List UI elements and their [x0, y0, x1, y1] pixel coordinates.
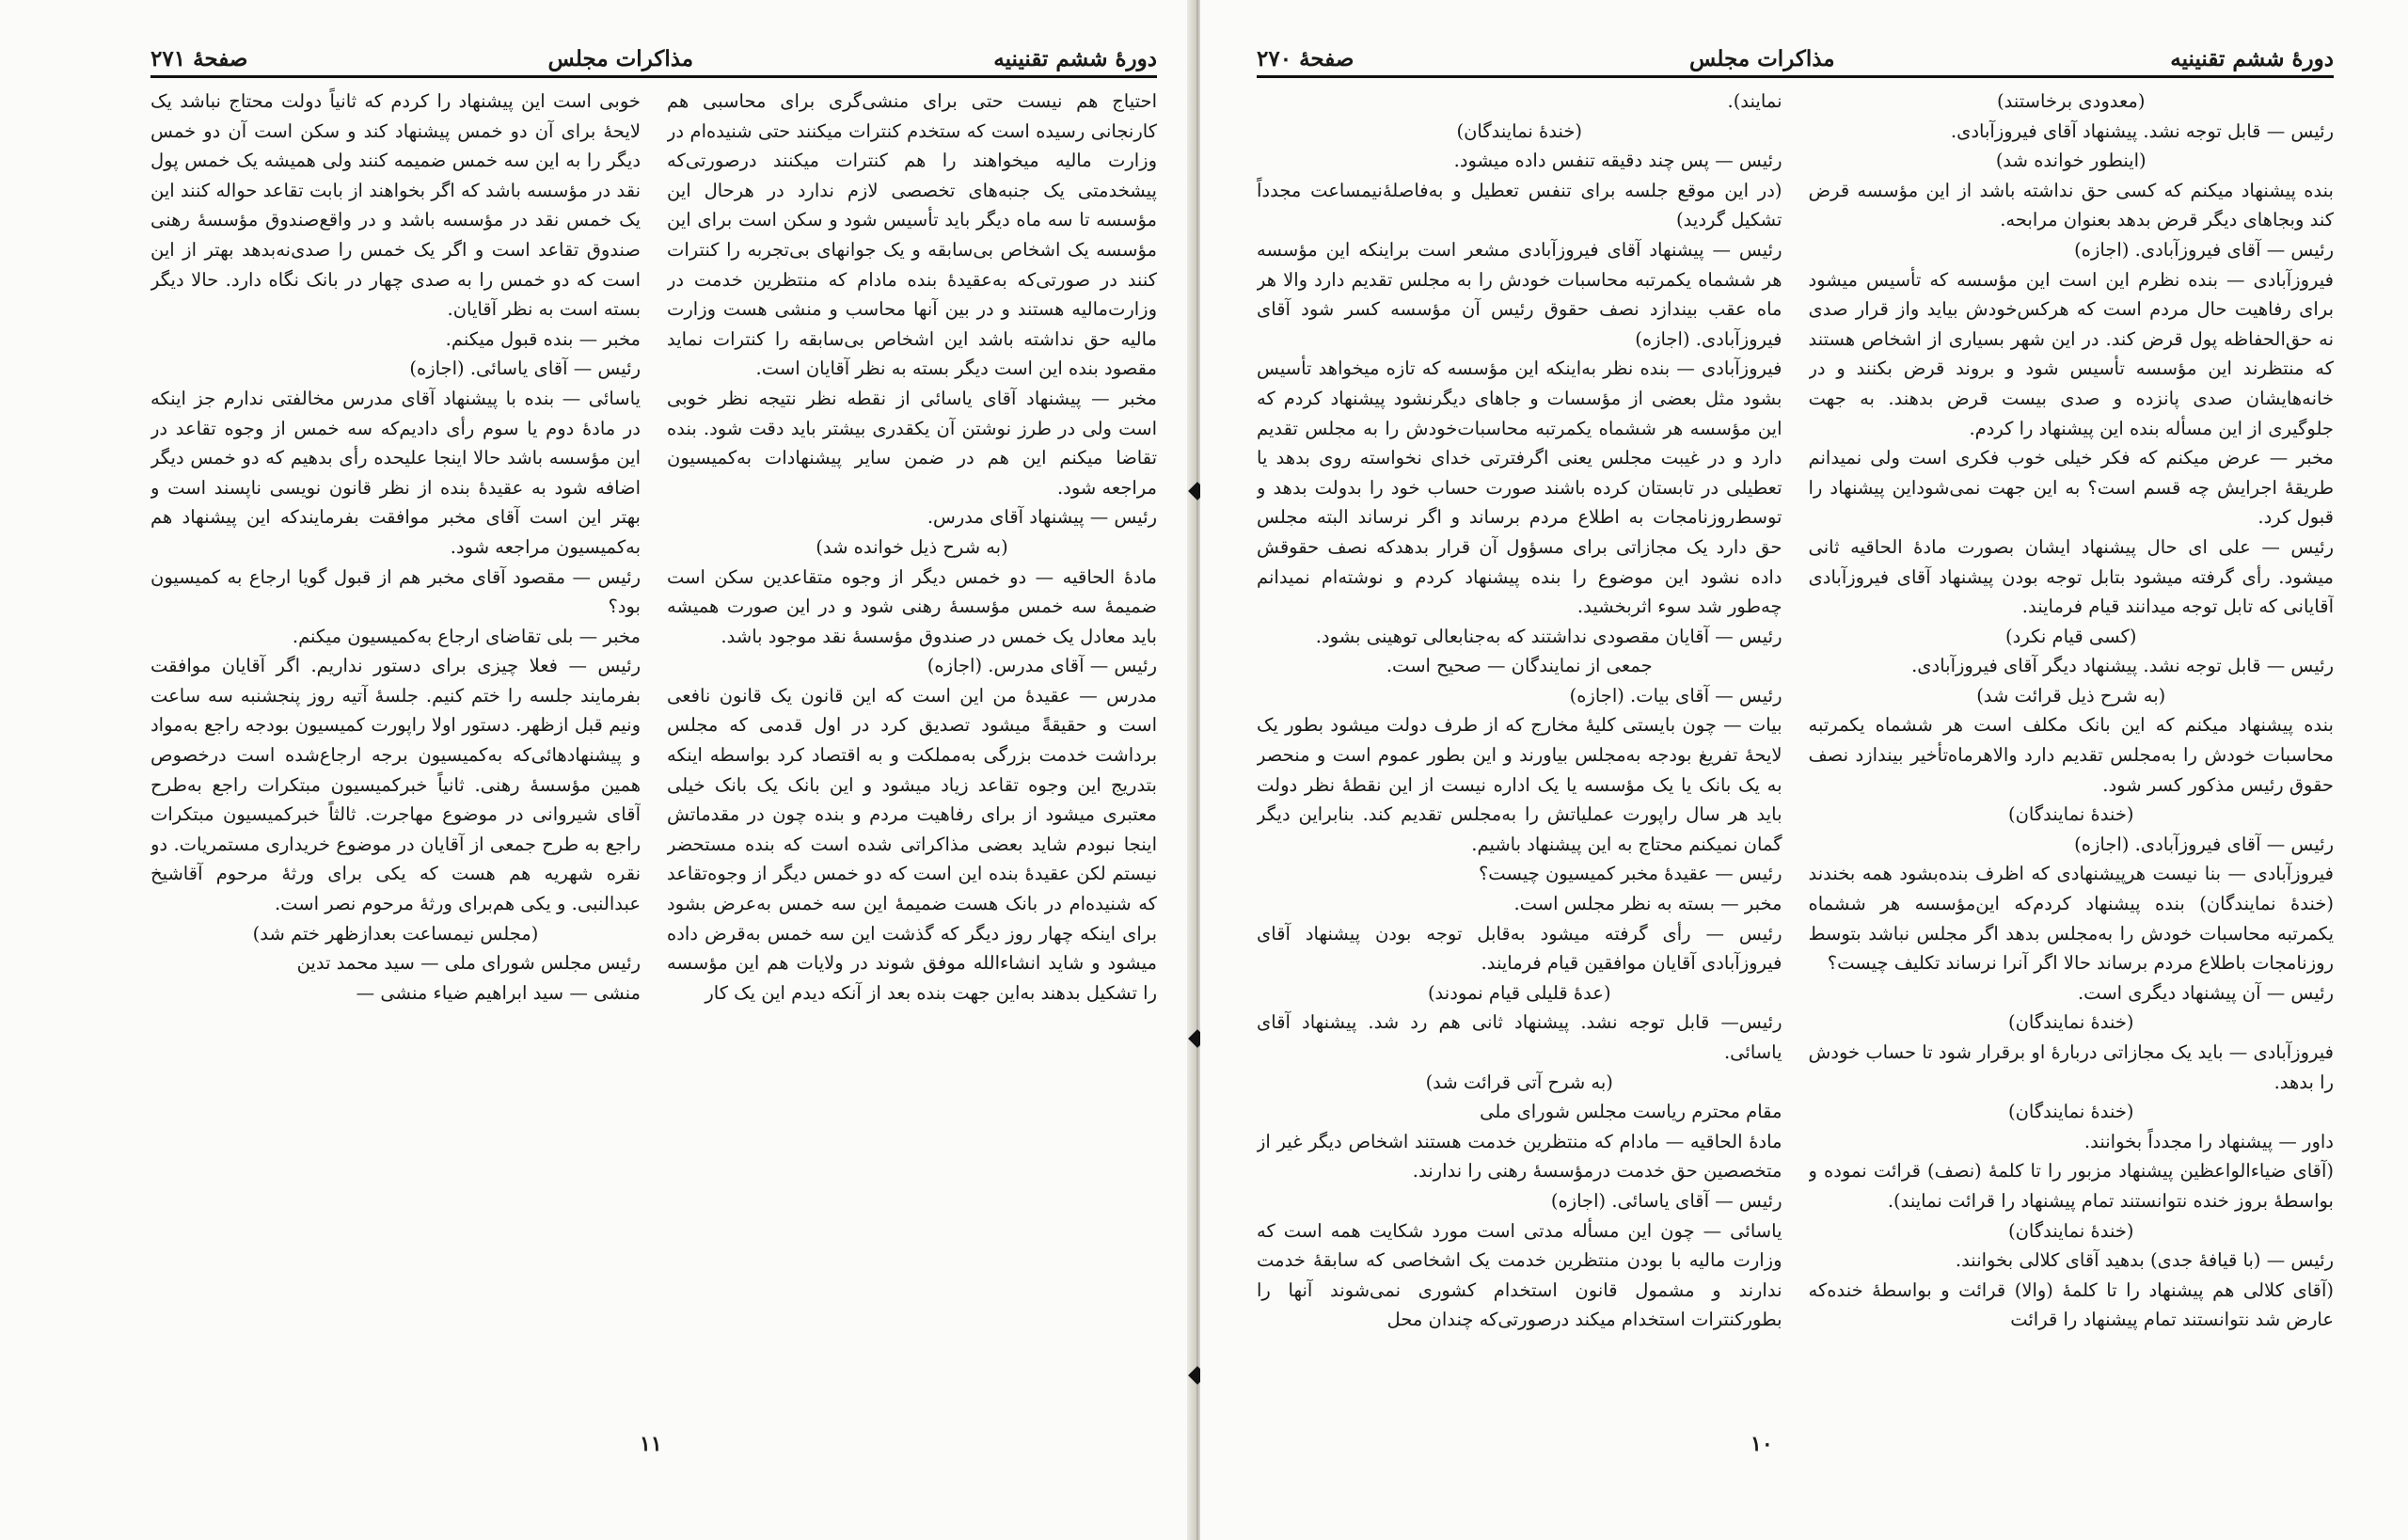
paragraph: رئیس — (با قیافهٔ جدی) بدهید آقای کلالی بخوانند. [1955, 1249, 2334, 1272]
right-header-page-label: صفحهٔ ۲۷۰ [1257, 46, 1354, 71]
paragraph: نمایند). [1727, 90, 1782, 112]
paragraph: (به شرح ذیل خوانده شد) [816, 535, 1008, 558]
signature-line: منشی — سید ابراهیم ضیاء منشی — [356, 981, 641, 1004]
paragraph: رئیس — آقای مدرس. (اجازه) [927, 655, 1157, 677]
right-page-col-left [1257, 87, 1782, 1422]
paragraph: (به شرح آتی قرائت شد) [1425, 1071, 1613, 1093]
paragraph: فیروزآبادی — بنا نیست هرپیشنهادی که اظرف بنده‌بشود همه بخندند (خندهٔ نمایندگان) بنده پیشنهاد کردم‌که این‌مؤسسه هر ششماه یکمرتبه محاسبات خودش را به‌مجلس بدهد اگر مجلس نباشد بتوسط روزنامجات باطلاع مردم برساند حالا اگر آنرا نرساند تکلیف چیست؟ [1808, 863, 2334, 975]
paragraph: فیروزآبادی — بنده نظر به‌اینکه این مؤسسه که تازه میخواهد تأسیس بشود مثل بعضی از مؤسسات و جاهای دیگرنشود پیشنهاد کردم که این مؤسسه هر ششماه یکمرتبه محاسبات‌خودش را به مجلس تقدیم دارد و در غیبت مجلس یعنی اگرفترتی خدای نخواسته روی بدهد یا تعطیلی در تابستان کرده باشند صورت حساب خود را بدولت بدهد و توسط‌روزنامجات به اطلاع مردم برساند و اگر نرساند البته مجلس حق دارد یک مجازاتی برای مسؤول آن قرار بدهدکه نصف حقوقش داده نشود این موضوع را بنده پیشنهاد کردم و نوشته‌ام نمیدانم چه‌طور شد سوء اثربخشید. [1257, 357, 1782, 618]
paragraph: رئیس — پس چند دقیقه تنفس داده میشود. [1453, 150, 1782, 172]
paragraph: (خندهٔ نمایندگان) [2007, 1101, 2134, 1123]
right-header-title: دورهٔ ششم تقنینیه [2170, 46, 2334, 71]
paragraph: بنده پیشنهاد میکنم که این بانک مکلف است هر ششماه یکمرتبه محاسبات خودش را به‌مجلس تقدیم دارد والاهرماه‌تأخیر بیندازد نصف حقوق رئیس مذکور کسر شود. [1808, 714, 2334, 796]
right-page [1200, 0, 2408, 1540]
right-page-col-right [1809, 87, 2335, 1422]
paragraph: (آقای کلالی هم پیشنهاد را تا کلمهٔ (والا) قرائت و بواسطهٔ خنده‌که عارض شد نتوانستند تمام پیشنهاد را قرائت [1808, 1278, 2334, 1331]
paragraph: (خندهٔ نمایندگان) [2007, 1011, 2134, 1034]
right-page-folio: ۱۰ [1751, 1432, 1773, 1456]
left-page-col-left [150, 87, 641, 1422]
paragraph: فیروزآبادی — بنده نظرم این است این مؤسسه که تأسیس میشود برای رفاهیت حال مردم است که هرکس‌خودش بیاید واز قرار صدی نه حق‌الحفاظه پول قرض کند. در این شهر بسیاری از اشخاص هستند که منتظرند این مؤسسه تأسیس شود و بروند قرض بکنند و در خانه‌هایشان صدی پانزده و صدی بیست قرض بدهند. به جهت جلوگیری از این مسأله بنده این پیشنهاد را کردم. [1808, 268, 2334, 439]
paragraph: احتیاج هم نیست حتی برای منشی‌گری برای محاسبی هم کارنجانی رسیده است که ستخدم کنترات میکنند حتی شنیده‌ام در وزارت مالیه میخواهند را هم کنترات میکنند درصورتی‌که پیشخدمتی یک جنبه‌های تخصصی لازم ندارد در هرحال این مؤسسه تا سه ماه دیگر باید تأسیس شود و سکن است برای این مؤسسه یک اشخاص بی‌سابقه و یک جوانهای بی‌تجربه را کنترات کنند در صورتی‌که به‌عقیدهٔ بنده مادام که منتظرین خدمت در وزارت‌مالیه هستند و در بین آنها محاسب و منشی هست وزارت مالیه حق نداشته باشد این اشخاص بی‌سابقه را کنترات نماید مقصود بنده این است دیگر بسته به نظر آقایان است. [667, 90, 1157, 380]
paragraph: جمعی از نمایندگان — صحیح است. [1386, 655, 1653, 677]
paragraph: (اینطور خوانده شد) [1995, 150, 2147, 172]
paragraph: (خندهٔ نمایندگان) [1456, 119, 1583, 142]
paragraph: مقام محترم ریاست مجلس شورای ملی [1480, 1101, 1782, 1123]
paragraph: رئیس — پیشنهاد آقای فیروزآبادی مشعر است براینکه این مؤسسه هر ششماه یکمرتبه محاسبات خودش را به مجلس تقدیم دارد والا هر ماه عقب بیندازد نصف حقوق رئیس آن مؤسسه کسر شود آقای فیروزآبادی. (اجازه) [1257, 238, 1782, 350]
left-page-folio: ۱۱ [640, 1432, 662, 1456]
paragraph: (در این موقع جلسه برای تنفس تعطیل و به‌فاصلهٔ‌نیمساعت مجدداً تشکیل گردید) [1257, 179, 1782, 231]
paragraph: (معدودی برخاستند) [1997, 90, 2146, 112]
left-page-header [150, 38, 1157, 78]
paragraph: (خندهٔ نمایندگان) [2007, 803, 2134, 826]
left-page-columns [150, 87, 1157, 1422]
left-header-page-label: صفحهٔ ۲۷۱ [150, 46, 248, 71]
paragraph: مخبر — بنده قبول میکنم. [445, 327, 641, 350]
paragraph: مخبر — بسته به نظر مجلس است. [1513, 893, 1782, 915]
paragraph: مخبر — پیشنهاد آقای یاسائی از نقطه نظر نتیجه نظر خوبی است ولی در طرز نوشتن آن یکقدری بیشتر باید دقت شود. بنده تقاضا میکنم این هم در ضمن سایر پیشنهادات به‌کمیسیون مراجعه شود. [667, 387, 1157, 499]
paragraph: فیروزآبادی — باید یک مجازاتی دربارهٔ او برقرار شود تا حساب خودش را بدهد. [1808, 1041, 2334, 1093]
paragraph: رئیس — قابل توجه نشد. پیشنهاد دیگر آقای فیروزآبادی. [1911, 655, 2334, 677]
paragraph: (خندهٔ نمایندگان) [2007, 1219, 2134, 1242]
left-page-col-right [667, 87, 1157, 1422]
paragraph: (کسی قیام نکرد) [2005, 625, 2137, 647]
paragraph: (به شرح ذیل قرائت شد) [1976, 684, 2166, 706]
left-header-title: دورهٔ ششم تقنینیه [993, 46, 1157, 71]
paragraph: رئیس — آقای فیروزآبادی. (اجازه) [2074, 833, 2334, 855]
left-header-center: مذاکرات مجلس [547, 46, 694, 71]
paragraph: رئیس — آقای بیات. (اجازه) [1569, 684, 1782, 706]
right-page-columns [1257, 87, 2334, 1422]
paragraph: یاسائی — بنده با پیشنهاد آقای مدرس مخالفتی ندارم جز اینکه در مادهٔ دوم یا سوم رأی دادیم‌که سه خمس از وجوه تقاعد در این مؤسسه باشد حالا اینجا علیحده رأی بدهیم که دو خمس دیگر اضافه شود به عقیدهٔ بنده از نظر قانون نویسی ناپسند است و بهتر این است آقای مخبر موافقت بفرمایندکه این پیشنهاد هم به‌کمیسیون مراجعه شود. [150, 387, 641, 558]
paragraph: رئیس — رأی گرفته میشود به‌قابل توجه بودن پیشنهاد آقای فیروزآبادی آقایان موافقین قیام فرمایند. [1257, 922, 1782, 975]
paragraph: مادهٔ الحاقیه — مادام که منتظرین خدمت هستند اشخاص دیگر غیر از متخصصین حق خدمت درمؤسسهٔ رهنی را ندارند. [1257, 1130, 1782, 1183]
paragraph: رئیس — آقای یاسائی. (اجازه) [409, 357, 641, 380]
paragraph: رئیس — فعلا چیزی برای دستور نداریم. اگر آقایان موافقت بفرمایند جلسه را ختم کنیم. جلسهٔ آتیه روز پنجشنبه سه ساعت ونیم قبل ازظهر. دستور اولا راپورت کمیسیون بودجه راجع به‌مواد و پیشنهادهائی‌که به‌کمیسیون برجه ارجاع‌شده است درخصوص همین مؤسسهٔ رهنی. ثانیاً خبرکمیسیون مبتکرات راجع به‌طرح آقای شیروانی در موضوع مهاجرت. ثالثاً خبرکمیسیون مبتکرات راجع به طرح جمعی از آقایان در موضوع خریداری مستمریات. دو نقره شهریه هم هست که یکی برای ورثهٔ مرحوم آقاشیخ عبدالنبی. و یکی هم‌برای ورثهٔ مرحوم نصر است. [150, 655, 641, 915]
paragraph: رئیس— قابل توجه نشد. پیشنهاد ثانی هم رد شد. پیشنهاد آقای یاسائی. [1257, 1011, 1782, 1063]
paragraph: رئیس — آقایان مقصودی نداشتند که به‌جنابعالی توهینی بشود. [1315, 625, 1782, 647]
paragraph: بنده پیشنهاد میکنم که کسی حق نداشته باشد از این مؤسسه قرض کند وبجاهای دیگر قرض بدهد بعنوان مرابحه. [1808, 179, 2334, 231]
paragraph: رئیس — مقصود آقای مخبر هم از قبول گویا ارجاع به کمیسیون بود؟ [150, 565, 641, 618]
paragraph: رئیس — عقیدهٔ مخبر کمیسیون چیست؟ [1478, 863, 1782, 885]
paragraph: رئیس — آن پیشنهاد دیگری است. [2077, 981, 2334, 1004]
paragraph: رئیس — آقای فیروزآبادی. (اجازه) [2074, 238, 2334, 261]
paragraph: (مجلس نیمساعت بعدازظهر ختم شد) [252, 922, 539, 945]
paragraph: رئیس — علی ای حال پیشنهاد ایشان بصورت مادهٔ الحاقیه ثانی میشود. رأی گرفته میشود بتابل توجه بودن پیشنهاد آقای فیروزآبادی آقایانی که تابل توجه میدانند قیام فرمایند. [1808, 535, 2334, 618]
paragraph: خوبی است این پیشنهاد را کردم که ثانیاً دولت محتاج نباشد یک لایحهٔ برای آن دو خمس پیشنهاد کند و سکن است آن دو خمس دیگر را به این سه خمس ضمیمه کنند ولی همیشه یک خمس پول نقد در مؤسسه باشد که اگر بخواهند از بابت تقاعد حواله کنند این یک خمس نقد در مؤسسه باشد و در واقع‌صندوق مؤسسهٔ رهنی صندوق تقاعد است و اگر یک خمس را صدی‌نه‌بدهد بهتر از این است که دو خمس را به صدی چهار در بانک نگاه دارد. حالا دیگر بسته است به نظر آقایان. [150, 90, 641, 321]
left-page [0, 0, 1195, 1540]
paragraph: بیات — چون بایستی کلیهٔ مخارج که از طرف دولت میشود بطور یک لایحهٔ تفریغ بودجه به‌مجلس بیاورند و این بطور عموم است و منحصر به یک بانک یا یک مؤسسه یا یک اداره نیست از این نقطهٔ نظر دولت باید هر سال راپورت عملیاتش را به‌مجلس تقدیم کند. بنابراین دیگر گمان نمیکنم محتاج به این پیشنهاد باشیم. [1257, 714, 1782, 855]
right-page-header [1257, 38, 2334, 78]
paragraph: مادهٔ الحاقیه — دو خمس دیگر از وجوه متقاعدین سکن است ضمیمهٔ سه خمس مؤسسهٔ رهنی شود و در این صورت همیشه باید معادل یک خمس در صندوق مؤسسهٔ نقد موجود باشد. [667, 565, 1157, 647]
paragraph: داور — پیشنهاد را مجدداً بخوانند. [2083, 1130, 2334, 1152]
paragraph: یاسائی — چون این مسأله مدتی است مورد شکایت همه است که وزارت مالیه با بودن منتظرین خدمت یک اشخاصی که سابقهٔ خدمت ندارند و مشمول قانون استخدام کشوری نمی‌شوند آنها را بطورکنترات استخدام میکند درصورتی‌که چندان محل [1257, 1219, 1782, 1331]
signature-line: رئیس مجلس شورای ملی — سید محمد تدین [296, 952, 641, 975]
paragraph: مدرس — عقیدهٔ من این است که این قانون یک قانون نافعی است و حقیقةً میشود تصدیق کرد در اول قدمی که مجلس برداشت خدمت بزرگی به‌مملکت و به اقتصاد کرد بواسطه اینکه بتدریج این وجوه تقاعد زیاد میشود و این بانک یک بانک خیلی معتبری میشود از برای رفاهیت مردم و بنده چون در مقدماتش اینجا نبودم شاید بعضی مذاکراتی شده است که بنده مستحضر نیستم لکن عقیدهٔ بنده این است که دو خمس دیگر از وجوه‌تقاعد که شنیده‌ام در بانک هست ضمیمهٔ این سه خمس به‌عرض بشود برای اینکه چهار روز دیگر که گذشت این سه خمس به‌قرض داده میشود و شاید انشاءالله موفق شوند در ولایات هم این مؤسسه را تشکیل بدهند به‌این جهت بنده بعد از آنکه دیدم این یک کار [667, 684, 1157, 1004]
paragraph: (عدهٔ قلیلی قیام نمودند) [1427, 981, 1611, 1004]
paragraph: رئیس — قابل توجه نشد. پیشنهاد آقای فیروزآبادی. [1950, 119, 2334, 142]
paragraph: رئیس — پیشنهاد آقای مدرس. [927, 506, 1157, 529]
paragraph: رئیس — آقای یاسائی. (اجازه) [1550, 1189, 1782, 1212]
paragraph: مخبر — بلی تقاضای ارجاع به‌کمیسیون میکنم. [292, 625, 641, 647]
paragraph: مخبر — عرض میکنم که فکر خیلی خوب فکری است ولی نمیدانم طریقهٔ اجرایش چه قسم است؟ به این جهت نمی‌شوداین پیشنهاد را قبول کرد. [1808, 447, 2334, 529]
paragraph: (آقای ضیاءالواعظین پیشنهاد مزبور را تا کلمهٔ (نصف) قرائت نموده و بواسطهٔ بروز خنده نتوانستند تمام پیشنهاد را قرائت نمایند). [1808, 1160, 2334, 1212]
right-header-center: مذاکرات مجلس [1689, 46, 1835, 71]
